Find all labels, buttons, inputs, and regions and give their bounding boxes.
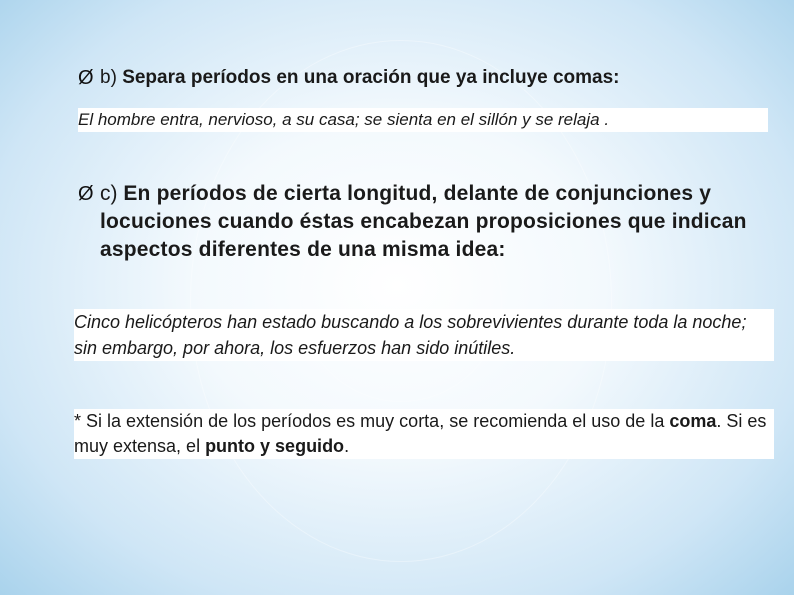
bullet-c-body: En períodos de cierta longitud, delante de conjunciones y locuciones cuando éstas encabezan proposiciones que indican aspectos diferentes de una misma idea: (100, 182, 747, 261)
arrow-bullet-icon: Ø (78, 183, 94, 205)
bullet-b (78, 64, 620, 92)
bullet-b-body: Separa períodos en una oración que ya incluye comas: (122, 67, 620, 88)
bullet-b-text (100, 64, 620, 92)
footnote-bold-punto: punto y seguido (205, 436, 345, 456)
bullet-c-text (100, 180, 760, 264)
bullet-c-label: c) (100, 182, 118, 205)
footnote-part3: . (344, 436, 350, 456)
example-c-sentence: Cinco helicópteros han estado buscando a los sobrevivientes durante toda la noche; sin embargo, por ahora, los esfuerzos han sido inútiles. (74, 309, 774, 361)
example-b-sentence: El hombre entra, nervioso, a su casa; se sienta en el sillón y se relaja . (78, 108, 768, 132)
footnote-bold-coma: coma (669, 411, 717, 431)
footnote (74, 409, 774, 459)
arrow-bullet-icon: Ø (78, 67, 94, 89)
bullet-c (78, 180, 768, 264)
footnote-part2: . Si es muy extensa, el (74, 411, 767, 456)
bullet-b-label: b) (100, 67, 117, 88)
footnote-part1: * Si la extensión de los períodos es muy corta, se recomienda el uso de la (74, 411, 670, 431)
